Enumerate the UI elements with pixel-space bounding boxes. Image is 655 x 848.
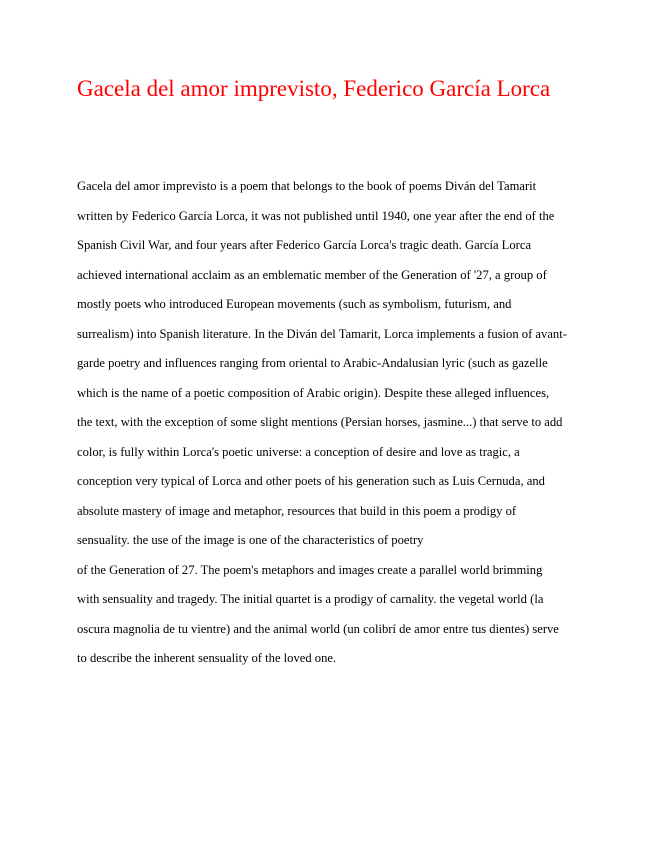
body-line: Spanish Civil War, and four years after Federico García Lorca's tragic death. García Lorca [77, 238, 532, 252]
body-line: oscura magnolia de tu vientre) and the animal world (un colibrí de amor entre tus dientes) serve [77, 621, 559, 636]
body-line: Gacela del amor imprevisto is a poem that belongs to the book of poems Diván del Tamarit [77, 179, 537, 193]
body-line: with sensuality and tragedy. The initial quartet is a prodigy of carnality. the vegetal world (la [77, 592, 544, 606]
body-line: to describe the inherent sensuality of the loved one. [77, 651, 337, 665]
body-line: of the Generation of 27. The poem's metaphors and images create a parallel world brimming [77, 562, 543, 577]
body-line: sensuality. the use of the image is one of the characteristics of poetry [77, 533, 424, 547]
body-line: achieved international acclaim as an emblematic member of the Generation of '27, a group of [77, 267, 547, 282]
body-line: conception very typical of Lorca and other poets of his generation such as Luis Cernuda, and [77, 474, 545, 488]
body-line: absolute mastery of image and metaphor, resources that build in this poem a prodigy of [77, 503, 517, 518]
body-line: written by Federico García Lorca, it was not published until 1940, one year after the end of the [77, 208, 555, 223]
document-body [77, 172, 597, 674]
body-line: surrealism) into Spanish literature. In the Diván del Tamarit, Lorca implements a fusion of avant- [77, 326, 567, 341]
body-line: color, is fully within Lorca's poetic universe: a conception of desire and love as tragic, a [77, 444, 520, 459]
document-title: Gacela del amor imprevisto, Federico García Lorca [77, 76, 551, 101]
body-line: the text, with the exception of some slight mentions (Persian horses, jasmine...) that serve to add [77, 415, 563, 429]
body-line: mostly poets who introduced European movements (such as symbolism, futurism, and [77, 297, 512, 311]
body-line: garde poetry and influences ranging from oriental to Arabic-Andalusian lyric (such as gazelle [77, 356, 548, 370]
body-line: which is the name of a poetic composition of Arabic origin). Despite these alleged influences, [77, 385, 550, 400]
